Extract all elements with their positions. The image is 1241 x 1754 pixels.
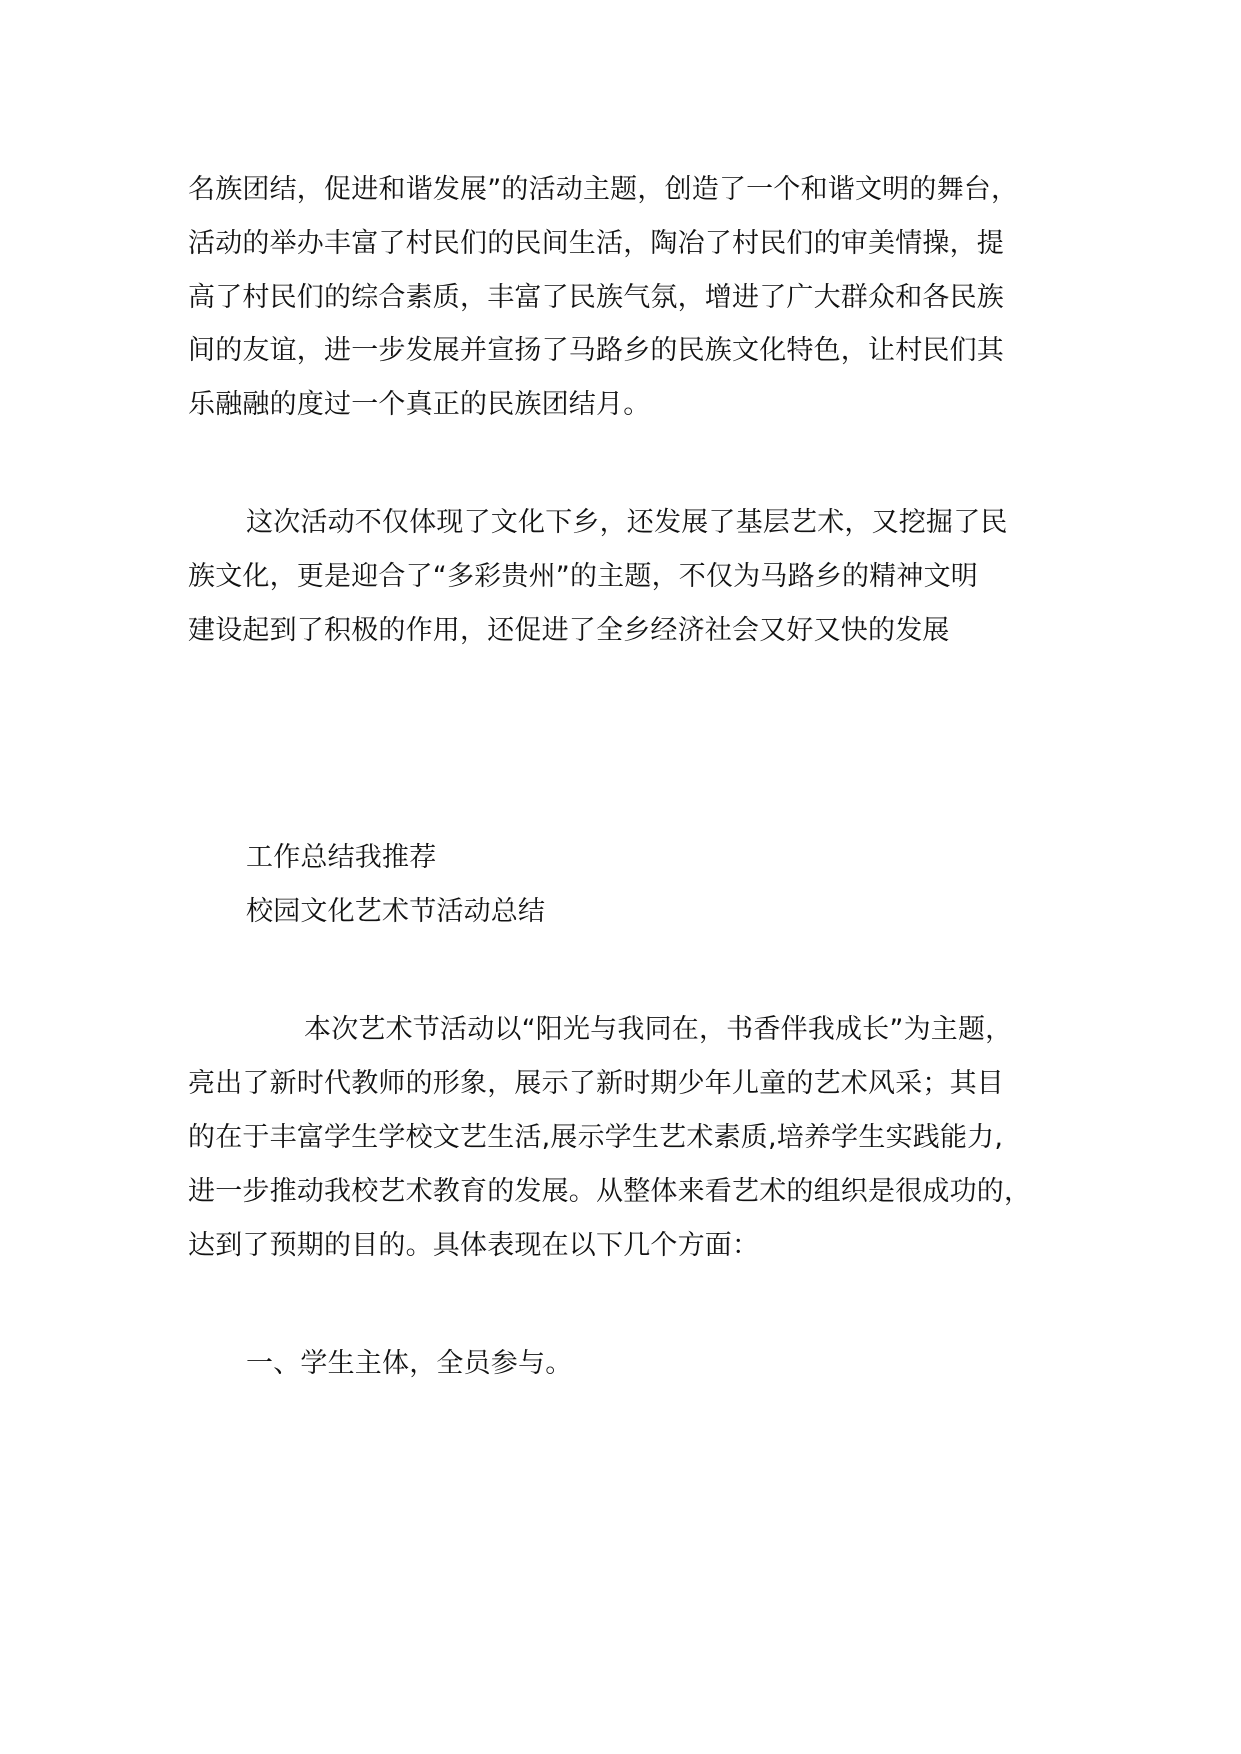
paragraph-2-line-3: 建设起到了积极的作用，还促进了全乡经济社会又好又快的发展 <box>188 615 950 646</box>
paragraph-1-line-3: 高了村民们的综合素质，丰富了民族气氛，增进了广大群众和各民族 <box>188 282 1004 313</box>
paragraph-2-line-2: 族文化，更是迎合了“多彩贵州”的主题，不仅为马路乡的精神文明 <box>188 561 978 592</box>
paragraph-3-line-3: 的在于丰富学生学校文艺生活,展示学生艺术素质,培养学生实践能力, <box>188 1122 1004 1153</box>
article-title: 校园文化艺术节活动总结 <box>246 896 546 927</box>
paragraph-3-line-2: 亮出了新时代教师的形象，展示了新时期少年儿童的艺术风采；其目 <box>188 1068 1004 1099</box>
paragraph-3-line-1: 本次艺术节活动以“阳光与我同在，书香伴我成长”为主题， <box>304 1014 1013 1045</box>
paragraph-1-line-5: 乐融融的度过一个真正的民族团结月。 <box>188 389 651 420</box>
paragraph-1-line-2: 活动的举办丰富了村民们的民间生活，陶冶了村民们的审美情操，提 <box>188 228 1004 259</box>
section-1-heading: 一、学生主体，全员参与。 <box>246 1348 573 1379</box>
paragraph-3-line-4: 进一步推动我校艺术教育的发展。从整体来看艺术的组织是很成功的， <box>188 1176 1032 1207</box>
paragraph-1-line-1: 名族团结，促进和谐发展”的活动主题，创造了一个和谐文明的舞台， <box>188 174 1019 205</box>
recommend-label: 工作总结我推荐 <box>246 842 437 873</box>
paragraph-2-line-1: 这次活动不仅体现了文化下乡，还发展了基层艺术，又挖掘了民 <box>246 507 1008 538</box>
paragraph-1-line-4: 间的友谊，进一步发展并宣扬了马路乡的民族文化特色，让村民们其 <box>188 335 1004 366</box>
paragraph-3-line-5: 达到了预期的目的。具体表现在以下几个方面： <box>188 1230 760 1261</box>
